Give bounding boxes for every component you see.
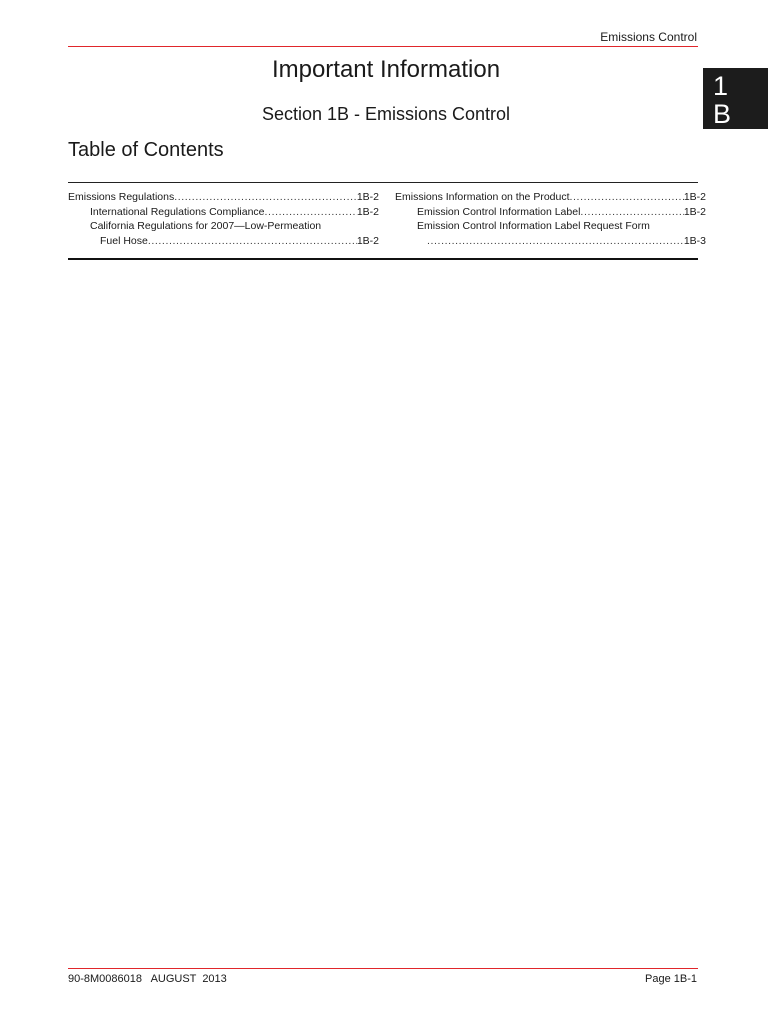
chapter-tab-letter: B: [713, 99, 732, 129]
footer-rule: [68, 968, 698, 969]
toc-subentry[interactable]: [395, 234, 706, 249]
toc-bottom-rule: [68, 258, 698, 260]
section-title: Section 1B - Emissions Control: [261, 104, 511, 124]
footer-page-number: Page 1B-1: [645, 973, 697, 985]
running-title: Emissions Control: [600, 30, 697, 44]
toc-subentry[interactable]: [68, 234, 379, 249]
toc-subentry-title-line1[interactable]: Emission Control Information Label Request Form: [417, 220, 650, 232]
toc-entry-title: Emissions Regulations: [68, 191, 175, 203]
toc-left-column: [68, 190, 379, 248]
toc-entry-page: 1B-2: [356, 205, 379, 218]
footer-doc-id: 90-8M0086018 AUGUST 2013: [68, 973, 227, 985]
toc-entry-title: Emissions Information on the Product: [395, 191, 570, 203]
toc-entry-title: International Regulations Compliance: [90, 205, 265, 218]
toc-entry-page: 1B-2: [683, 205, 706, 218]
header-rule: [68, 46, 698, 47]
toc-heading: Table of Contents: [68, 139, 224, 161]
toc-leader-dots: [570, 190, 684, 205]
toc-leader-dots: [148, 234, 357, 249]
toc-leader-dots: [265, 205, 357, 220]
toc-entry-page: 1B-3: [683, 234, 706, 247]
toc-right-column: [395, 190, 706, 248]
toc-entry-page: 1B-2: [683, 191, 706, 203]
chapter-tab-number: 1: [713, 71, 729, 101]
toc-leader-dots: [580, 205, 683, 220]
toc-entry[interactable]: [395, 190, 706, 205]
toc-subentry[interactable]: [68, 205, 379, 220]
toc-leader-dots: [427, 234, 684, 249]
toc-entry-page: 1B-2: [356, 191, 379, 203]
chapter-tab: [703, 68, 768, 129]
toc-leader-dots: [174, 190, 357, 205]
toc-subentry-title-line1[interactable]: California Regulations for 2007—Low-Permeation: [90, 220, 322, 232]
toc-subentry[interactable]: [395, 205, 706, 220]
toc-entry[interactable]: [68, 190, 379, 205]
page-title: Important Information: [271, 56, 501, 83]
toc-entry-title: Emission Control Information Label: [417, 205, 581, 218]
toc-entry-title: Fuel Hose: [100, 234, 148, 247]
toc-entry-page: 1B-2: [356, 234, 379, 247]
toc-top-rule: [68, 182, 698, 183]
